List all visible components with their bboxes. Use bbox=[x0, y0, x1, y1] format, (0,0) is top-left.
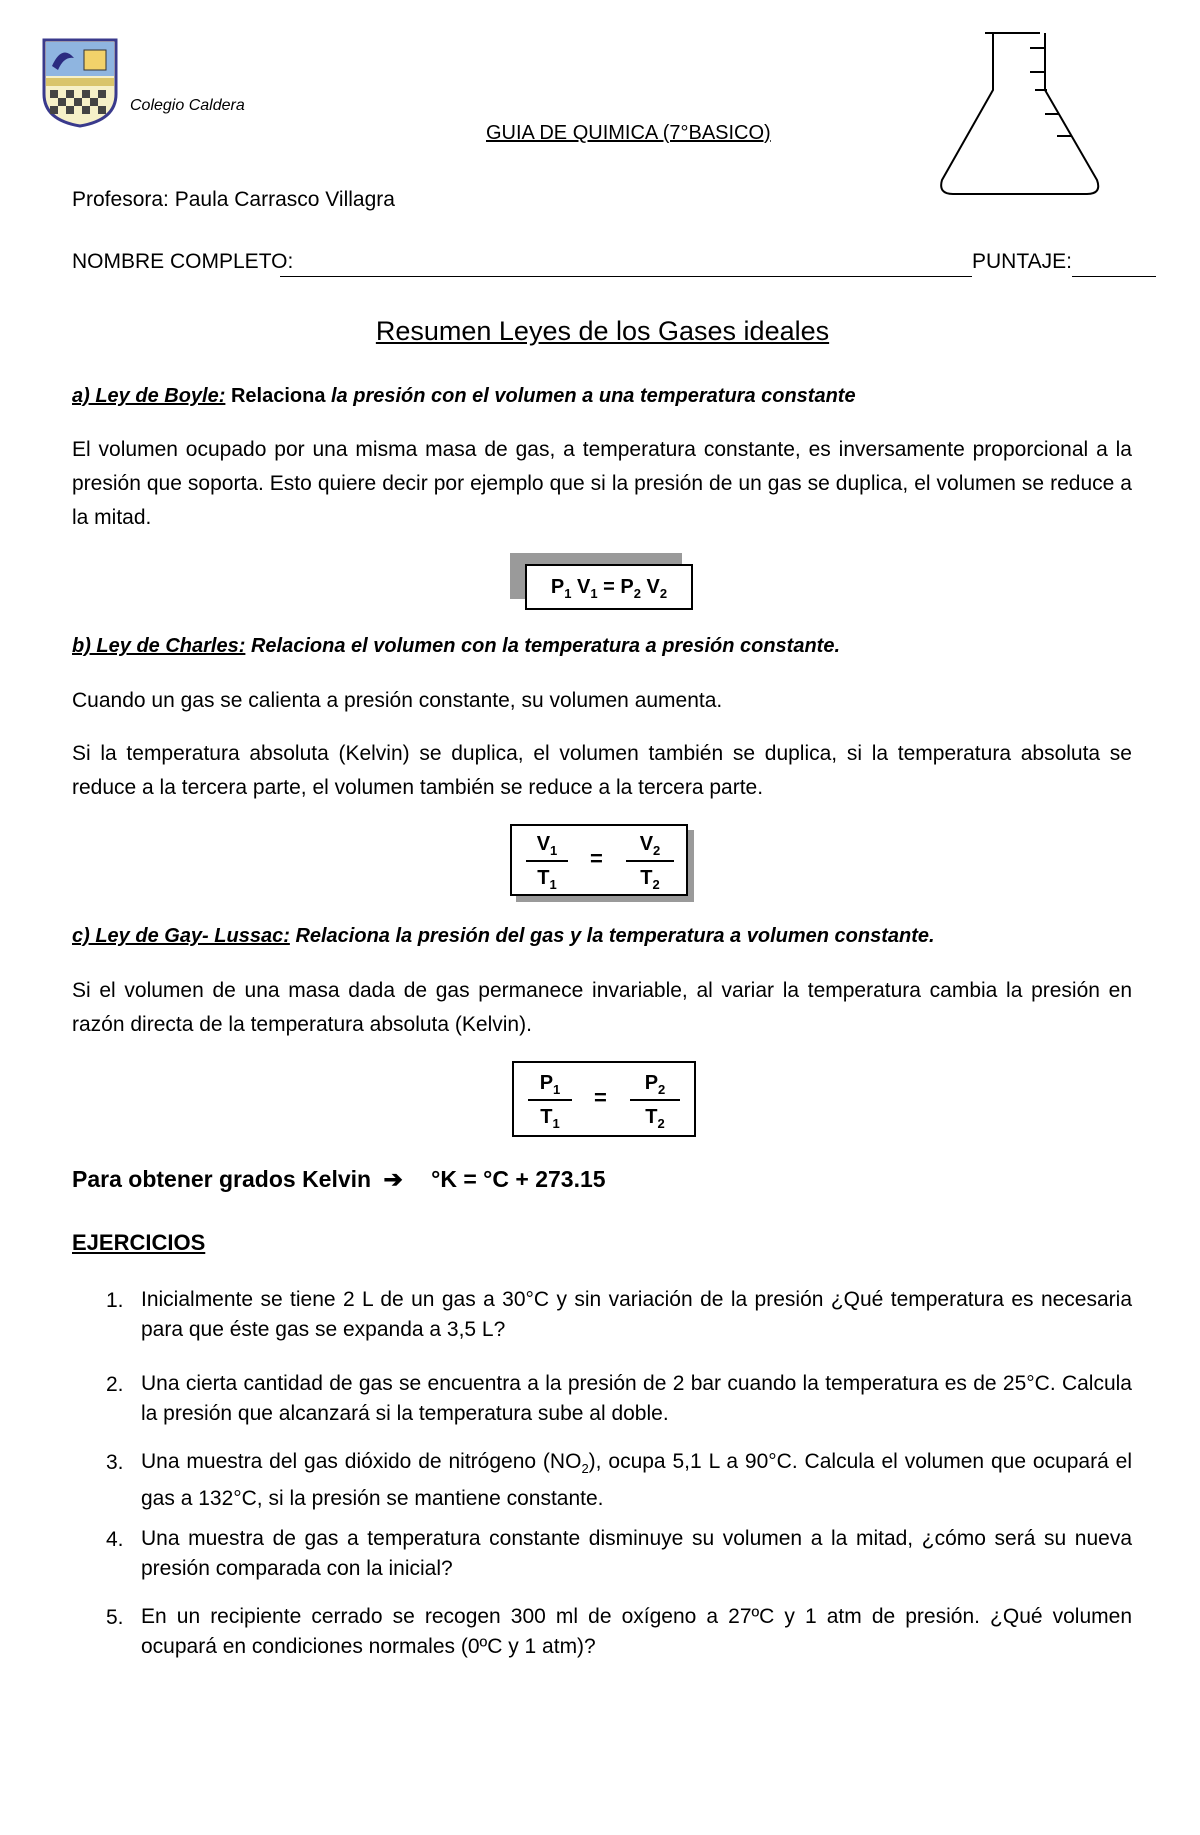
charles-t2: T bbox=[640, 867, 653, 889]
gaylussac-t2-sub: 2 bbox=[657, 1116, 665, 1131]
charles-left-fraction bbox=[526, 830, 568, 892]
score-label: PUNTAJE: bbox=[972, 250, 1072, 273]
gaylussac-body: Si el volumen de una masa dada de gas permanece invariable, al variar la temperatura cambia la presión en razón directa de la temperatura absoluta (Kelvin). bbox=[72, 979, 1132, 1036]
boyle-v1: V bbox=[577, 576, 591, 598]
kelvin-formula: °K = °C + 273.15 bbox=[431, 1166, 606, 1192]
exercise-number: 3. bbox=[106, 1451, 124, 1474]
boyle-desc: la presión con el volumen a una temperatura constante bbox=[331, 385, 856, 407]
main-title: Resumen Leyes de los Gases ideales bbox=[375, 316, 830, 346]
boyle-v2: V bbox=[646, 576, 660, 598]
guide-title: GUIA DE QUIMICA (7°BASICO) bbox=[486, 122, 771, 144]
school-logo bbox=[40, 36, 120, 128]
boyle-p1-sub: 1 bbox=[564, 586, 572, 601]
kelvin-line bbox=[72, 1166, 606, 1193]
name-label: NOMBRE COMPLETO: bbox=[72, 250, 294, 273]
gaylussac-right-fraction bbox=[630, 1069, 680, 1131]
charles-right-fraction bbox=[626, 830, 674, 892]
boyle-body: El volumen ocupado por una misma masa de gas, a temperatura constante, es inversamente proporcional a la presión que soporta. Esto quiere decir por ejemplo que si la presión de un gas se duplica, el volumen se reduce a la mitad. bbox=[72, 438, 1132, 529]
gaylussac-t1: T bbox=[540, 1106, 553, 1128]
exercise-number: 4. bbox=[106, 1528, 124, 1551]
boyle-relates: Relaciona bbox=[230, 385, 326, 407]
exercise-number: 5. bbox=[106, 1606, 124, 1629]
charles-v2-sub: 2 bbox=[653, 843, 661, 858]
boyle-p1: P bbox=[550, 576, 565, 598]
charles-heading bbox=[72, 635, 1132, 658]
charles-t1-sub: 1 bbox=[549, 877, 557, 892]
exercise-text: Inicialmente se tiene 2 L de un gas a 30°C y sin variación de la presión ¿Qué temperatura es necesaria para que éste gas se expanda a 3,5 L? bbox=[141, 1288, 1132, 1341]
boyle-heading bbox=[72, 385, 1132, 408]
charles-body2: Si la temperatura absoluta (Kelvin) se duplica, el volumen también se duplica, si la temperatura absoluta se reduce a la tercera parte, el volumen también se reduce a la tercera parte. bbox=[72, 742, 1132, 799]
charles-formula bbox=[510, 824, 688, 896]
score-blank-line[interactable] bbox=[1072, 276, 1156, 277]
boyle-v1-sub: 1 bbox=[590, 586, 598, 601]
charles-t2-sub: 2 bbox=[652, 877, 660, 892]
gaylussac-p2: P bbox=[644, 1072, 659, 1094]
arrow-right-icon: ➔ bbox=[383, 1166, 403, 1192]
gaylussac-t1-sub: 1 bbox=[552, 1116, 560, 1131]
charles-v2: V bbox=[639, 833, 654, 855]
charles-v1-sub: 1 bbox=[550, 843, 558, 858]
gaylussac-equals: = bbox=[594, 1085, 607, 1110]
no2-subscript: 2 bbox=[581, 1461, 589, 1477]
charles-v1: V bbox=[536, 833, 551, 855]
gaylussac-desc: Relaciona la presión del gas y la temperatura a volumen constante. bbox=[295, 925, 935, 947]
name-blank-line[interactable] bbox=[280, 276, 972, 277]
exercise-text: Una cierta cantidad de gas se encuentra a la presión de 2 bar cuando la temperatura es de 25°C. Calcula la presión que alcanzará si la temperatura sube al doble. bbox=[141, 1372, 1132, 1425]
charles-equals: = bbox=[590, 846, 603, 871]
gaylussac-left-fraction bbox=[528, 1069, 572, 1131]
name-score-row bbox=[72, 250, 1082, 282]
charles-desc: Relaciona el volumen con la temperatura a presión constante. bbox=[250, 635, 841, 657]
boyle-formula bbox=[525, 564, 693, 610]
exercise-text: En un recipiente cerrado se recogen 300 ml de oxígeno a 27ºC y 1 atm de presión. ¿Qué volumen ocupará en condiciones normales (0ºC y 1 atm)? bbox=[141, 1605, 1132, 1658]
gaylussac-t2: T bbox=[645, 1106, 658, 1128]
gaylussac-p2-sub: 2 bbox=[658, 1082, 666, 1097]
exercise-text-part: Una muestra del gas dióxido de nitrógeno (NO bbox=[141, 1450, 582, 1473]
exercise-text bbox=[141, 1447, 1132, 1514]
boyle-label: a) Ley de Boyle: bbox=[72, 385, 226, 407]
teacher-name: Profesora: Paula Carrasco Villagra bbox=[72, 188, 395, 211]
kelvin-text: Para obtener grados Kelvin bbox=[72, 1166, 372, 1192]
gaylussac-formula bbox=[512, 1061, 696, 1137]
charles-body1: Cuando un gas se calienta a presión constante, su volumen aumenta. bbox=[72, 689, 723, 712]
exercise-text-part: ), ocupa 5,1 L a 90°C. Calcula el volumen que ocupará el gas a 132°C, si la presión se mantiene constante. bbox=[141, 1450, 1133, 1511]
boyle-v2-sub: 2 bbox=[659, 586, 668, 601]
exercise-number: 1. bbox=[106, 1289, 124, 1312]
gaylussac-p1-sub: 1 bbox=[553, 1082, 561, 1097]
exercise-text: Una muestra de gas a temperatura constante disminuye su volumen a la mitad, ¿cómo será su nueva presión comparada con la inicial? bbox=[141, 1527, 1132, 1580]
gaylussac-p1: P bbox=[539, 1072, 554, 1094]
boyle-p2-sub: 2 bbox=[633, 586, 641, 601]
school-name: Colegio Caldera bbox=[130, 97, 245, 114]
boyle-equals: = bbox=[603, 576, 615, 598]
charles-t1: T bbox=[537, 867, 550, 889]
gaylussac-heading bbox=[72, 925, 1132, 948]
gaylussac-label: c) Ley de Gay- Lussac: bbox=[72, 925, 290, 947]
charles-label: b) Ley de Charles: bbox=[72, 635, 246, 657]
boyle-p2: P bbox=[620, 576, 634, 598]
flask-icon bbox=[935, 30, 1105, 198]
exercise-number: 2. bbox=[106, 1373, 124, 1396]
exercises-heading: EJERCICIOS bbox=[72, 1230, 206, 1255]
